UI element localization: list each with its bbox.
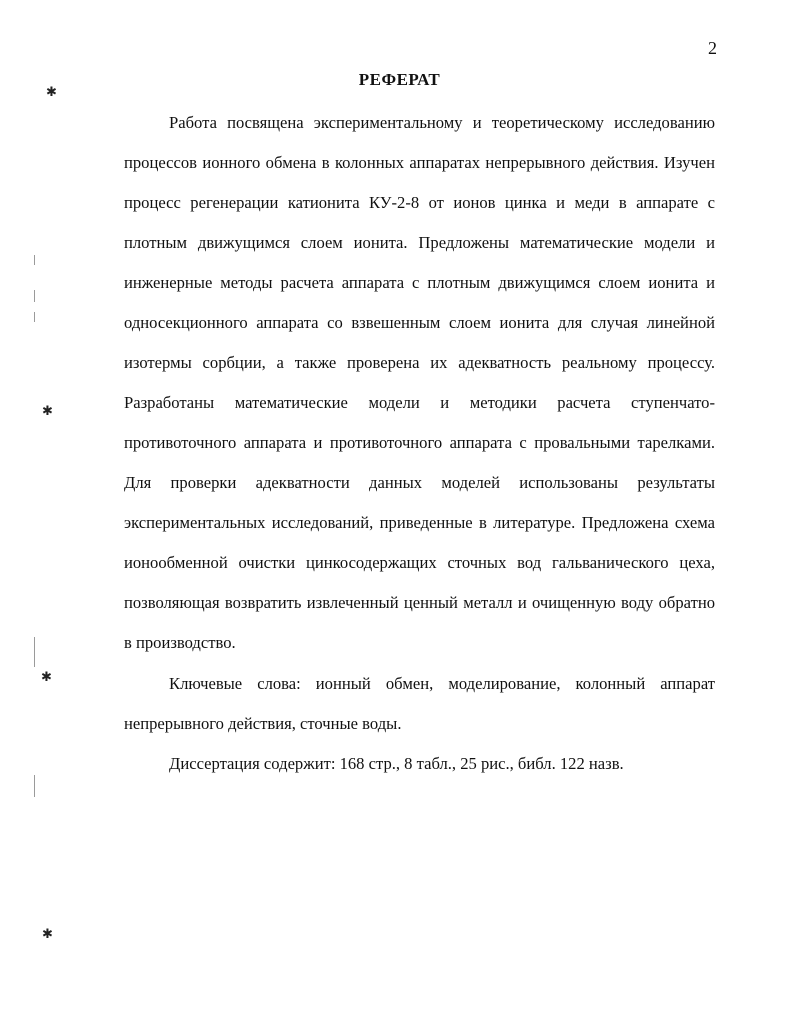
abstract-section [124,103,715,663]
binding-mark-icon: ✱ [42,403,53,418]
scan-artifact [34,775,35,797]
binding-mark-icon: ✱ [41,669,52,684]
binding-mark-icon: ✱ [42,926,53,941]
abstract-paragraph: Работа посвящена экспериментальному и теоретическому исследованию процессов ионного обмена в колонных аппаратах непрерывного действия. Изучен процесс регенерации катионита КУ-2-8 от ионов цинка и меди в аппарате с плотным движущимся слоем ионита. Предложены математические модели и инженерные методы расчета аппарата с плотным движущимся слоем ионита и односекционного аппарата со взвешенным слоем ионита для случая линейной изотермы сорбции, а также проверена их адекватность реальному процессу. Разработаны математические модели и методики расчета ступенчато-противоточного аппарата и противоточного аппарата с провальными тарелками. Для проверки адекватности данных моделей использованы результаты экспериментальных исследований, приведенные в литературе. Предложена схема ионообменной очистки цинкосодержащих сточных вод гальванического цеха, позволяющая возвратить извлеченный ценный металл и очищенную воду обратно в производство. [124,113,715,652]
page-title: РЕФЕРАТ [358,70,441,89]
scan-artifact [34,637,35,667]
scan-artifact [34,312,35,322]
scan-artifact [34,290,35,302]
page-number: 2 [708,38,717,58]
keywords-section [124,664,715,744]
binding-mark-icon: ✱ [46,84,57,99]
summary-paragraph: Диссертация содержит: 168 стр., 8 табл., 25 рис., библ. 122 назв. [169,754,624,773]
summary-section [124,744,715,784]
keywords-paragraph: Ключевые слова: ионный обмен, моделирование, колонный аппарат непрерывного действия, сточные воды. [124,674,715,733]
scan-artifact [34,255,35,265]
